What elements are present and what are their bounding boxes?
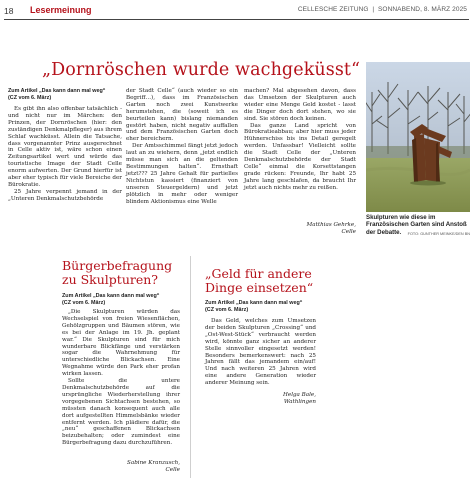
letter1-ref-date: (CZ vom 6. März) (8, 95, 52, 101)
letter3-headline-line2: Dinge einsetzen“ (205, 280, 314, 295)
author-name: Helga Bale, (283, 392, 316, 398)
letter2-body (62, 309, 180, 447)
publication-name: CELLESCHE ZEITUNG (297, 6, 369, 13)
paragraph: Das Geld, welches zum Umsetzen der beiden Skulpturen „Crossing“ und „Ost-West-Stück“ verbraucht werden wird, könnte ganz sicher an anderer Stelle sinnvoller eingesetzt werden! Besonders bemerkenswert: nach 25 Jahren fällt das jemandem ein/auf! Und nach weiteren 25 Jahren wird eine andere Generation wieder anderer Meinung sein. (205, 318, 316, 387)
sculpture-photo (366, 62, 470, 212)
column-divider (190, 256, 191, 478)
letter1-column-1 (8, 106, 122, 203)
letter2-headline-line1: Bürgerbefragung (62, 258, 173, 273)
letter1-signature (244, 222, 356, 236)
paragraph: Es gibt ihn also offenbar tatsächlich - und nicht nur im Märchen: den Prinzen, der Dornröschen (hier: den zuständigen Denkmalpfleger) aus ihrem Schlaf wachküsst. Allein die Tatsache, dass vorgenannter Prinz ausgerechnet in Celle aktiv ist, wäre schon einen Zeitungsartikel wert und würde das touristische Image der Stadt Celle enorm aufwerten. Der Grund hierfür ist aber eher typisch für viele Bereiche der Bürokratie. (8, 106, 122, 188)
author-name: Matthias Gehrke, (306, 222, 356, 228)
letter1-column-3 (244, 88, 356, 192)
letter2-headline (62, 259, 182, 287)
paragraph: Der Amtsschimmel fängt jetzt jedoch laut an zu wiehern, denn „jetzt endlich müsse man sich an die geltenden Bestimmungen halten“. Ernsthaft jetzt??? 25 Jahre Gehalt für partielles Nichtstun kassiert (finanziert von unseren Steuergeldern) und jetzt plötzlich in mehr oder weniger blindem Aktionismus eine Welle (126, 143, 238, 205)
letter1-ref-article: Zum Artikel „Das kann dann mal weg“ (8, 88, 106, 94)
header-divider: | (370, 6, 377, 13)
letter1-column-2 (126, 88, 238, 205)
letter3-reference (205, 300, 325, 314)
letter3-ref-date: (CZ vom 6. März) (205, 307, 249, 313)
author-name: Sabine Kranzusch, (127, 460, 180, 466)
paragraph: machen? Mal abgesehen davon, dass das Umsetzen der Skulpturen auch wieder eine Menge Geld kostet - lasst die Dinger doch dort stehen, wo sie sind. Sie stören doch keinen. (244, 88, 356, 122)
paragraph: der Stadt Celle“ (auch wieder so ein Begriff…), dass im Französischen Garten noch zwei Kunstwerke herumstehen, die (soweit ich es beurteilen kann) bislang niemanden gestört haben, nicht negativ auffallen und dem Französischen Garten doch eher bereichern. (126, 88, 238, 143)
paragraph: Das ganze Land spricht von Bürokratieabbau; aber hier muss jeder Hühnerschiss bis ins Detail geregelt werden. Unfassbar! Vielleicht sollte die Stadt Celle der „Unteren Denkmalschutzbehörde der Stadt Celle“ einmal die Korsettstangen grade rücken: Freunde, Ihr habt 25 Jahre lang geschlafen, da braucht Ihr jetzt auch nichts mehr zu reißen. (244, 122, 356, 191)
paragraph: „Die Skulpturen würden das Wechselspiel von freien Wiesenflächen, Gehölzgruppen und Bäumen stören, wie es bei der Anlage im 19. Jh. geplant war.“ Die Skulpturen sind für mich wunderbare Blickfänge und verstärken sogar die Wahrnehmung für unterschiedliche Blickachsen. Eine Wegnahme würde den Park eher profan wirken lassen. (62, 309, 180, 378)
author-place: Celle (341, 228, 356, 235)
letter2-headline-line2: zu Skulpturen? (62, 272, 158, 287)
letter2-reference (62, 293, 182, 307)
photo-credit: FOTO: GUNTHER MEINKE/DEN BN (407, 232, 470, 236)
photo-caption: Skulpturen wie diese im Französischen Garten sind Anstoß der Debatte. (366, 214, 467, 236)
letter2-ref-article: Zum Artikel „Das kann dann mal weg“ (62, 293, 160, 299)
author-place: Wathlingen (283, 398, 316, 405)
letter1-reference (8, 88, 128, 102)
header-rule (4, 19, 469, 20)
sculpture-image (366, 62, 470, 212)
letter2-ref-date: (CZ vom 6. März) (62, 300, 106, 306)
page-number: 18 (4, 6, 14, 16)
letter3-signature (205, 392, 316, 406)
letter3-body (205, 318, 316, 387)
letter2-signature (62, 460, 180, 474)
section-title: Lesermeinung (30, 5, 92, 15)
issue-date: SONNABEND, 8. MÄRZ 2025 (378, 6, 467, 13)
author-place: Celle (165, 466, 180, 473)
letter3-ref-article: Zum Artikel „Das kann dann mal weg“ (205, 300, 303, 306)
masthead-info (298, 6, 467, 13)
paragraph: Sollte die untere Denkmalschutzbehörde auf die ursprüngliche Wiederherstellung ihrer vorgegebenen Sichtachsen bestehen, so müssten danach konsequent auch alle dort aufgestellten Himmelsbänke wieder entfernt werden. Ich plädiere dafür, die „neu“ geschaffenen Blickachsen beizubehalten; oder zumindest eine Bürgerbefragung dazu durchzuführen. (62, 378, 180, 447)
letter3-headline-line1: „Geld für andere (205, 266, 312, 281)
letter1-headline: „Dornröschen wurde wachgeküsst“ (42, 60, 361, 80)
paragraph: 25 Jahre verpennt jemand in der „Unteren Denkmalschutzbehörde (8, 188, 122, 202)
letter3-headline (205, 267, 355, 295)
